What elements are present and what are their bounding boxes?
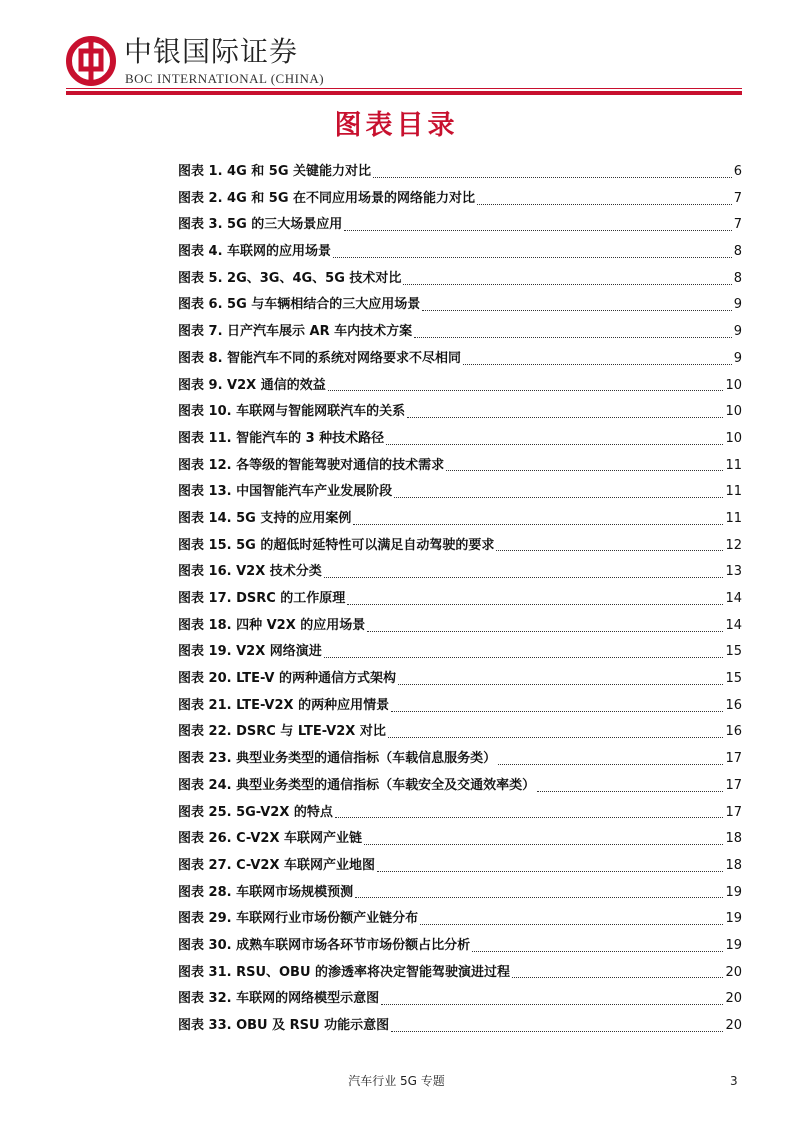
toc-entry[interactable] (178, 960, 742, 987)
toc-entry-label[interactable]: 图表 21. LTE-V2X 的两种应用情景 (178, 697, 390, 713)
toc-entry-label[interactable]: 图表 18. 四种 V2X 的应用场景 (178, 617, 366, 633)
toc-leader-dots (403, 284, 731, 285)
toc-entry-page[interactable]: 20 (725, 991, 742, 1007)
toc-leader-dots (328, 390, 724, 391)
toc-list (178, 159, 742, 1040)
toc-leader-dots (537, 791, 723, 792)
toc-entry[interactable] (178, 239, 742, 266)
toc-entry-page[interactable]: 10 (725, 377, 742, 393)
toc-entry-label[interactable]: 图表 24. 典型业务类型的通信指标（车载安全及交通效率类） (178, 777, 536, 793)
toc-entry[interactable] (178, 319, 742, 346)
toc-leader-dots (472, 951, 723, 952)
toc-entry[interactable] (178, 533, 742, 560)
toc-entry-page[interactable]: 16 (725, 724, 742, 740)
toc-leader-dots (333, 257, 732, 258)
toc-entry[interactable] (178, 159, 742, 186)
toc-entry-page[interactable]: 7 (733, 217, 742, 233)
toc-entry-label[interactable]: 图表 7. 日产汽车展示 AR 车内技术方案 (178, 324, 413, 340)
toc-entry[interactable] (178, 933, 742, 960)
toc-entry-page[interactable]: 9 (733, 324, 742, 340)
toc-entry-label[interactable]: 图表 25. 5G-V2X 的特点 (178, 804, 333, 820)
toc-leader-dots (377, 871, 723, 872)
toc-entry-page[interactable]: 7 (733, 190, 742, 206)
toc-leader-dots (391, 1031, 723, 1032)
toc-leader-dots (324, 577, 724, 578)
footer-page-number: 3 (730, 1074, 738, 1088)
toc-entry-page[interactable]: 11 (725, 510, 742, 526)
toc-entry-label[interactable]: 图表 10. 车联网与智能网联汽车的关系 (178, 404, 406, 420)
toc-leader-dots (446, 470, 723, 471)
toc-leader-dots (477, 204, 732, 205)
toc-leader-dots (496, 550, 723, 551)
toc-entry-page[interactable]: 19 (725, 937, 742, 953)
toc-entry[interactable] (178, 906, 742, 933)
toc-entry[interactable] (178, 639, 742, 666)
toc-entry-label[interactable]: 图表 22. DSRC 与 LTE-V2X 对比 (178, 724, 386, 740)
toc-leader-dots (463, 364, 732, 365)
toc-entry-label[interactable]: 图表 1. 4G 和 5G 关键能力对比 (178, 164, 372, 179)
toc-entry-label[interactable]: 图表 13. 中国智能汽车产业发展阶段 (178, 484, 393, 500)
toc-entry-label[interactable]: 图表 16. V2X 技术分类 (178, 564, 322, 580)
toc-entry-page[interactable]: 17 (725, 751, 742, 767)
footer-title: 汽车行业 5G 专题 (348, 1074, 445, 1088)
toc-leader-dots (367, 631, 723, 632)
toc-entry-page[interactable]: 13 (725, 564, 742, 580)
header-rule-thick (66, 91, 742, 95)
toc-entry[interactable] (178, 426, 742, 453)
toc-entry-page[interactable]: 19 (725, 884, 742, 900)
toc-entry-page[interactable]: 6 (733, 164, 742, 179)
toc-entry-label[interactable]: 图表 19. V2X 网络演进 (178, 644, 322, 660)
toc-entry[interactable] (178, 559, 742, 586)
brand-name-en: BOC INTERNATIONAL (CHINA) (125, 71, 325, 86)
toc-entry[interactable] (178, 826, 742, 853)
toc-leader-dots (422, 310, 731, 311)
toc-entry[interactable] (178, 613, 742, 640)
toc-entry[interactable] (178, 453, 742, 480)
toc-entry[interactable] (178, 346, 742, 373)
toc-entry-page[interactable]: 10 (725, 404, 742, 420)
toc-entry-page[interactable]: 16 (725, 697, 742, 713)
toc-entry-page[interactable]: 17 (725, 777, 742, 793)
toc-leader-dots (353, 524, 723, 525)
toc-entry-page[interactable]: 15 (725, 644, 742, 660)
toc-entry[interactable] (178, 586, 742, 613)
toc-entry-page[interactable]: 10 (725, 430, 742, 446)
toc-entry-page[interactable]: 9 (733, 350, 742, 366)
header-rule-thin (66, 88, 742, 89)
toc-leader-dots (364, 844, 723, 845)
toc-entry[interactable] (178, 719, 742, 746)
toc-entry[interactable] (178, 773, 742, 800)
toc-entry-page[interactable]: 20 (725, 1018, 742, 1033)
toc-entry-page[interactable]: 11 (725, 484, 742, 500)
toc-leader-dots (407, 417, 723, 418)
toc-entry-page[interactable]: 20 (725, 964, 742, 980)
toc-leader-dots (347, 604, 723, 605)
toc-entry-label[interactable]: 图表 31. RSU、OBU 的渗透率将决定智能驾驶演进过程 (178, 964, 511, 980)
toc-entry[interactable] (178, 266, 742, 293)
toc-entry[interactable] (178, 479, 742, 506)
toc-title: 图表目录 (334, 110, 459, 141)
toc-leader-dots (414, 337, 732, 338)
page-header (0, 0, 793, 100)
toc-entry-label[interactable]: 图表 20. LTE-V 的两种通信方式架构 (178, 671, 396, 687)
toc-entry-label[interactable]: 图表 33. OBU 及 RSU 功能示意图 (178, 1018, 390, 1033)
toc-entry[interactable] (178, 212, 742, 239)
toc-leader-dots (420, 924, 723, 925)
toc-leader-dots (324, 657, 724, 658)
toc-entry-label[interactable]: 图表 30. 成熟车联网市场各环节市场份额占比分析 (178, 937, 471, 953)
toc-entry-page[interactable]: 8 (733, 270, 742, 286)
toc-leader-dots (355, 897, 723, 898)
toc-entry-page[interactable]: 12 (725, 537, 742, 553)
toc-leader-dots (498, 764, 723, 765)
toc-entry-label[interactable]: 图表 2. 4G 和 5G 在不同应用场景的网络能力对比 (178, 190, 476, 206)
toc-entry-label[interactable]: 图表 23. 典型业务类型的通信指标（车载信息服务类） (178, 751, 497, 767)
toc-leader-dots (512, 977, 723, 978)
toc-entry-label[interactable]: 图表 5. 2G、3G、4G、5G 技术对比 (178, 270, 402, 286)
toc-entry[interactable] (178, 800, 742, 827)
toc-leader-dots (381, 1004, 723, 1005)
toc-entry[interactable] (178, 1013, 742, 1040)
toc-leader-dots (391, 711, 723, 712)
toc-entry-label[interactable]: 图表 8. 智能汽车不同的系统对网络要求不尽相同 (178, 350, 462, 366)
toc-entry-label[interactable]: 图表 3. 5G 的三大场景应用 (178, 217, 343, 233)
toc-entry-page[interactable]: 18 (725, 831, 742, 847)
toc-entry-page[interactable]: 15 (725, 671, 742, 687)
toc-entry[interactable] (178, 292, 742, 319)
toc-leader-dots (386, 444, 723, 445)
toc-entry-page[interactable]: 18 (725, 857, 742, 873)
toc-entry[interactable] (178, 986, 742, 1013)
toc-entry-page[interactable]: 9 (733, 297, 742, 313)
toc-leader-dots (373, 177, 732, 178)
toc-entry-label[interactable]: 图表 28. 车联网市场规模预测 (178, 884, 354, 900)
toc-entry[interactable] (178, 666, 742, 693)
toc-entry[interactable] (178, 399, 742, 426)
toc-entry-label[interactable]: 图表 27. C-V2X 车联网产业地图 (178, 857, 376, 873)
toc-entry-label[interactable]: 图表 15. 5G 的超低时延特性可以满足自动驾驶的要求 (178, 537, 495, 553)
toc-entry-label[interactable]: 图表 12. 各等级的智能驾驶对通信的技术需求 (178, 457, 445, 473)
toc-entry-label[interactable]: 图表 4. 车联网的应用场景 (178, 244, 332, 260)
toc-entry-label[interactable]: 图表 29. 车联网行业市场份额产业链分布 (178, 911, 419, 927)
toc-entry-label[interactable]: 图表 9. V2X 通信的效益 (178, 377, 326, 393)
toc-leader-dots (335, 817, 724, 818)
toc-entry[interactable] (178, 373, 742, 400)
toc-entry[interactable] (178, 506, 742, 533)
toc-entry[interactable] (178, 880, 742, 907)
toc-leader-dots (344, 230, 731, 231)
toc-leader-dots (398, 684, 723, 685)
toc-entry-label[interactable]: 图表 17. DSRC 的工作原理 (178, 591, 346, 606)
toc-entry-page[interactable]: 14 (725, 617, 742, 633)
brand-name-cn: 中银国际证券 (124, 35, 299, 68)
toc-entry-label[interactable]: 图表 26. C-V2X 车联网产业链 (178, 831, 363, 847)
toc-leader-dots (394, 497, 723, 498)
toc-entry-label[interactable]: 图表 6. 5G 与车辆相结合的三大应用场景 (178, 297, 421, 313)
toc-entry-label[interactable]: 图表 11. 智能汽车的 3 种技术路径 (178, 430, 385, 446)
toc-entry[interactable] (178, 186, 742, 213)
toc-leader-dots (388, 737, 724, 738)
boc-logo-icon (66, 36, 116, 86)
toc-entry-page[interactable]: 19 (725, 911, 742, 927)
toc-entry-page[interactable]: 11 (725, 457, 742, 473)
toc-entry-page[interactable]: 14 (725, 591, 742, 606)
toc-entry[interactable] (178, 853, 742, 880)
toc-entry[interactable] (178, 693, 742, 720)
toc-entry-label[interactable]: 图表 32. 车联网的网络模型示意图 (178, 991, 380, 1007)
toc-entry-page[interactable]: 8 (733, 244, 742, 260)
toc-entry-page[interactable]: 17 (725, 804, 742, 820)
toc-entry[interactable] (178, 746, 742, 773)
toc-entry-label[interactable]: 图表 14. 5G 支持的应用案例 (178, 510, 352, 526)
